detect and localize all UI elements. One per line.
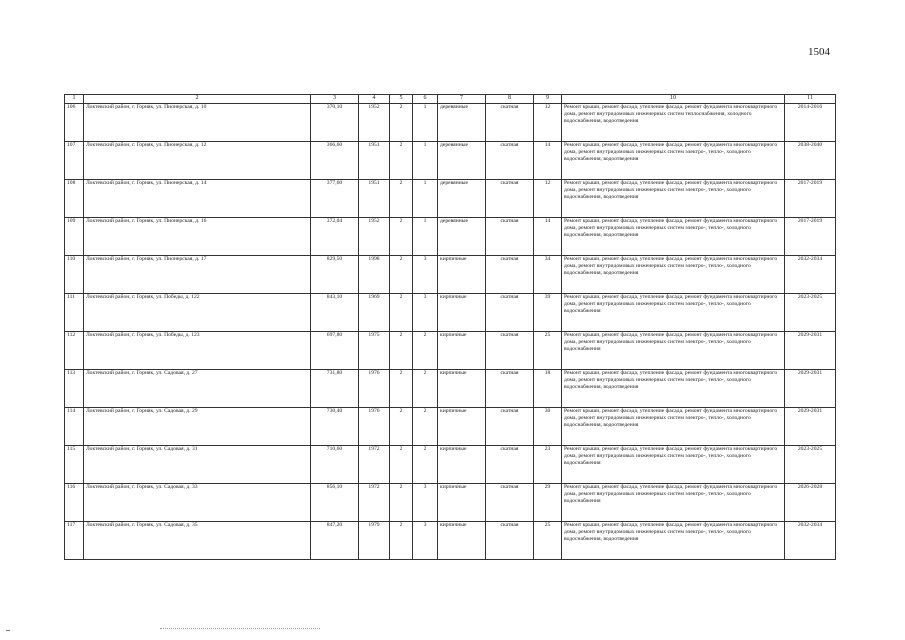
roof-type-cell: скатная bbox=[486, 218, 534, 256]
table-row bbox=[65, 370, 836, 408]
repair-period-cell: 2029-2031 bbox=[785, 370, 836, 408]
table-row bbox=[65, 104, 836, 142]
repair-period-cell: 2038-2040 bbox=[785, 142, 836, 180]
row-number-cell: 109 bbox=[65, 218, 84, 256]
address-cell: Локтевский район, г. Горняк, ул. Победы, д. 122 bbox=[84, 294, 311, 332]
wall-material-cell: кирпичные bbox=[438, 370, 486, 408]
wall-material-cell: кирпичные bbox=[438, 294, 486, 332]
residents-cell: 14 bbox=[534, 142, 562, 180]
column-header: 10 bbox=[562, 95, 785, 104]
registry-body bbox=[65, 104, 836, 560]
wall-material-cell: кирпичные bbox=[438, 522, 486, 560]
residents-cell: 34 bbox=[534, 256, 562, 294]
table-row bbox=[65, 446, 836, 484]
build-year-cell: 1975 bbox=[359, 332, 390, 370]
work-types-cell: Ремонт крыши, ремонт фасада, утепление фасада, ремонт фундамента многоквартирного дома, ремонт внутридомовых инженерных систем электро-, тепло-, холодного водоснабжения bbox=[562, 332, 785, 370]
floors-cell: 2 bbox=[390, 256, 413, 294]
roof-type-cell: скатная bbox=[486, 370, 534, 408]
floors-cell: 2 bbox=[390, 522, 413, 560]
entrances-cell: 3 bbox=[413, 484, 438, 522]
column-header: 4 bbox=[359, 95, 390, 104]
area-cell: 372,04 bbox=[311, 218, 359, 256]
repair-period-cell: 2032-2034 bbox=[785, 256, 836, 294]
table-row bbox=[65, 180, 836, 218]
build-year-cell: 1951 bbox=[359, 180, 390, 218]
work-types-cell: Ремонт крыши, ремонт фасада, утепление фасада, ремонт фундамента многоквартирного дома, ремонт внутридомовых инженерных систем электро-, тепло-, холодного водоснабжения, водоотведения bbox=[562, 408, 785, 446]
build-year-cell: 1951 bbox=[359, 142, 390, 180]
address-cell: Локтевский район, г. Горняк, ул. Пионерская, д. 16 bbox=[84, 218, 311, 256]
wall-material-cell: кирпичные bbox=[438, 484, 486, 522]
repair-period-cell: 2014-2016 bbox=[785, 104, 836, 142]
roof-type-cell: скатная bbox=[486, 484, 534, 522]
address-cell: Локтевский район, г. Горняк, ул. Садовая, д. 29 bbox=[84, 408, 311, 446]
repair-period-cell: 2017-2019 bbox=[785, 180, 836, 218]
address-cell: Локтевский район, г. Горняк, ул. Садовая, д. 27 bbox=[84, 370, 311, 408]
build-year-cell: 1976 bbox=[359, 408, 390, 446]
roof-type-cell: скатная bbox=[486, 142, 534, 180]
wall-material-cell: деревянные bbox=[438, 104, 486, 142]
work-types-cell: Ремонт крыши, ремонт фасада, утепление фасада, ремонт фундамента многоквартирного дома, ремонт внутридомовых инженерных систем электро-, тепло-, холодного водоснабжения bbox=[562, 446, 785, 484]
build-year-cell: 1979 bbox=[359, 522, 390, 560]
column-header: 6 bbox=[413, 95, 438, 104]
row-number-cell: 108 bbox=[65, 180, 84, 218]
table-row bbox=[65, 294, 836, 332]
wall-material-cell: кирпичные bbox=[438, 408, 486, 446]
address-cell: Локтевский район, г. Горняк, ул. Садовая, д. 31 bbox=[84, 446, 311, 484]
repair-period-cell: 2029-2031 bbox=[785, 332, 836, 370]
address-cell: Локтевский район, г. Горняк, ул. Садовая, д. 33 bbox=[84, 484, 311, 522]
work-types-cell: Ремонт крыши, ремонт фасада, утепление фасада, ремонт фундамента многоквартирного дома, ремонт внутридомовых инженерных систем электро-, тепло-, холодного водоснабжения, водоотведения bbox=[562, 142, 785, 180]
area-cell: 847,20 bbox=[311, 522, 359, 560]
build-year-cell: 1998 bbox=[359, 256, 390, 294]
roof-type-cell: скатная bbox=[486, 180, 534, 218]
floors-cell: 2 bbox=[390, 332, 413, 370]
repair-period-cell: 2029-2031 bbox=[785, 408, 836, 446]
floors-cell: 2 bbox=[390, 104, 413, 142]
area-cell: 377,60 bbox=[311, 180, 359, 218]
wall-material-cell: кирпичные bbox=[438, 332, 486, 370]
column-number-row bbox=[65, 95, 836, 104]
area-cell: 843,10 bbox=[311, 294, 359, 332]
area-cell: 370,10 bbox=[311, 104, 359, 142]
entrances-cell: 2 bbox=[413, 408, 438, 446]
entrances-cell: 3 bbox=[413, 294, 438, 332]
column-header: 11 bbox=[785, 95, 836, 104]
build-year-cell: 1972 bbox=[359, 484, 390, 522]
floors-cell: 2 bbox=[390, 180, 413, 218]
address-cell: Локтевский район, г. Горняк, ул. Победы, д. 123 bbox=[84, 332, 311, 370]
area-cell: 731,80 bbox=[311, 370, 359, 408]
work-types-cell: Ремонт крыши, ремонт фасада, утепление фасада, ремонт фундамента многоквартирного дома, ремонт внутридомовых инженерных систем электро-, тепло-, холодного водоснабжения bbox=[562, 294, 785, 332]
address-cell: Локтевский район, г. Горняк, ул. Пионерская, д. 17 bbox=[84, 256, 311, 294]
floors-cell: 2 bbox=[390, 408, 413, 446]
scan-artifact bbox=[160, 628, 320, 630]
row-number-cell: 106 bbox=[65, 104, 84, 142]
area-cell: 829,50 bbox=[311, 256, 359, 294]
row-number-cell: 111 bbox=[65, 294, 84, 332]
repair-period-cell: 2017-2019 bbox=[785, 218, 836, 256]
wall-material-cell: деревянные bbox=[438, 218, 486, 256]
table-row bbox=[65, 522, 836, 560]
repair-period-cell: 2032-2034 bbox=[785, 522, 836, 560]
row-number-cell: 107 bbox=[65, 142, 84, 180]
page-number: 1504 bbox=[808, 46, 830, 58]
table-row bbox=[65, 256, 836, 294]
column-header: 2 bbox=[84, 95, 311, 104]
area-cell: 697,80 bbox=[311, 332, 359, 370]
table-row bbox=[65, 332, 836, 370]
floors-cell: 2 bbox=[390, 446, 413, 484]
entrances-cell: 3 bbox=[413, 522, 438, 560]
work-types-cell: Ремонт крыши, ремонт фасада, утепление фасада, ремонт фундамента многоквартирного дома, ремонт внутридомовых инженерных систем электро-, тепло-, холодного водоснабжения, водоотведения bbox=[562, 256, 785, 294]
floors-cell: 2 bbox=[390, 218, 413, 256]
roof-type-cell: скатная bbox=[486, 522, 534, 560]
floors-cell: 2 bbox=[390, 484, 413, 522]
residents-cell: 18 bbox=[534, 370, 562, 408]
entrances-cell: 2 bbox=[413, 332, 438, 370]
entrances-cell: 1 bbox=[413, 104, 438, 142]
wall-material-cell: кирпичные bbox=[438, 446, 486, 484]
table-row bbox=[65, 484, 836, 522]
entrances-cell: 1 bbox=[413, 218, 438, 256]
repair-period-cell: 2026-2028 bbox=[785, 484, 836, 522]
table-row bbox=[65, 142, 836, 180]
residents-cell: 23 bbox=[534, 446, 562, 484]
residents-cell: 12 bbox=[534, 180, 562, 218]
work-types-cell: Ремонт крыши, ремонт фасада, утепление фасада, ремонт фундамента многоквартирного дома, ремонт внутридомовых инженерных систем электро-, тепло-, холодного водоснабжения, водоотведения bbox=[562, 370, 785, 408]
residents-cell: 14 bbox=[534, 218, 562, 256]
address-cell: Локтевский район, г. Горняк, ул. Пионерская, д. 14 bbox=[84, 180, 311, 218]
repair-period-cell: 2023-2025 bbox=[785, 446, 836, 484]
roof-type-cell: скатная bbox=[486, 294, 534, 332]
work-types-cell: Ремонт крыши, ремонт фасада, утепление фасада, ремонт фундамента многоквартирного дома, ремонт внутридомовых инженерных систем электро-, тепло-, холодного водоснабжения, водоотведения bbox=[562, 522, 785, 560]
entrances-cell: 2 bbox=[413, 446, 438, 484]
build-year-cell: 1969 bbox=[359, 294, 390, 332]
entrances-cell: 1 bbox=[413, 142, 438, 180]
floors-cell: 2 bbox=[390, 294, 413, 332]
row-number-cell: 113 bbox=[65, 370, 84, 408]
repair-period-cell: 2023-2025 bbox=[785, 294, 836, 332]
residents-cell: 39 bbox=[534, 294, 562, 332]
column-header: 1 bbox=[65, 95, 84, 104]
area-cell: 856,10 bbox=[311, 484, 359, 522]
row-number-cell: 110 bbox=[65, 256, 84, 294]
row-number-cell: 117 bbox=[65, 522, 84, 560]
work-types-cell: Ремонт крыши, ремонт фасада, утепление фасада, ремонт фундамента многоквартирного дома, ремонт внутридомовых инженерных систем теплоснабжения, холодного водоснабжения, водоотведения bbox=[562, 104, 785, 142]
housing-registry-table bbox=[64, 94, 836, 560]
scan-artifact bbox=[6, 630, 10, 631]
address-cell: Локтевский район, г. Горняк, ул. Пионерская, д. 12 bbox=[84, 142, 311, 180]
row-number-cell: 116 bbox=[65, 484, 84, 522]
area-cell: 730,40 bbox=[311, 408, 359, 446]
roof-type-cell: скатная bbox=[486, 104, 534, 142]
roof-type-cell: скатная bbox=[486, 256, 534, 294]
floors-cell: 2 bbox=[390, 142, 413, 180]
column-header: 7 bbox=[438, 95, 486, 104]
residents-cell: 12 bbox=[534, 104, 562, 142]
residents-cell: 25 bbox=[534, 332, 562, 370]
build-year-cell: 1952 bbox=[359, 104, 390, 142]
area-cell: 710,60 bbox=[311, 446, 359, 484]
roof-type-cell: скатная bbox=[486, 332, 534, 370]
entrances-cell: 1 bbox=[413, 180, 438, 218]
work-types-cell: Ремонт крыши, ремонт фасада, утепление фасада, ремонт фундамента многоквартирного дома, ремонт внутридомовых инженерных систем электро-, тепло-, холодного водоснабжения, водоотведения bbox=[562, 180, 785, 218]
address-cell: Локтевский район, г. Горняк, ул. Садовая, д. 35 bbox=[84, 522, 311, 560]
roof-type-cell: скатная bbox=[486, 446, 534, 484]
entrances-cell: 3 bbox=[413, 256, 438, 294]
column-header: 8 bbox=[486, 95, 534, 104]
column-header: 3 bbox=[311, 95, 359, 104]
wall-material-cell: деревянные bbox=[438, 142, 486, 180]
wall-material-cell: кирпичные bbox=[438, 256, 486, 294]
address-cell: Локтевский район, г. Горняк, ул. Пионерская, д. 10 bbox=[84, 104, 311, 142]
row-number-cell: 115 bbox=[65, 446, 84, 484]
area-cell: 366,60 bbox=[311, 142, 359, 180]
residents-cell: 25 bbox=[534, 522, 562, 560]
table-row bbox=[65, 408, 836, 446]
build-year-cell: 1976 bbox=[359, 370, 390, 408]
floors-cell: 2 bbox=[390, 370, 413, 408]
build-year-cell: 1952 bbox=[359, 218, 390, 256]
entrances-cell: 2 bbox=[413, 370, 438, 408]
wall-material-cell: деревянные bbox=[438, 180, 486, 218]
work-types-cell: Ремонт крыши, ремонт фасада, утепление фасада, ремонт фундамента многоквартирного дома, ремонт внутридомовых инженерных систем электро-, тепло-, холодного водоснабжения, водоотведения bbox=[562, 218, 785, 256]
table-row bbox=[65, 218, 836, 256]
column-header: 5 bbox=[390, 95, 413, 104]
build-year-cell: 1972 bbox=[359, 446, 390, 484]
row-number-cell: 114 bbox=[65, 408, 84, 446]
column-header: 9 bbox=[534, 95, 562, 104]
work-types-cell: Ремонт крыши, ремонт фасада, утепление фасада, ремонт фундамента многоквартирного дома, ремонт внутридомовых инженерных систем электро-, тепло-, холодного водоснабжения bbox=[562, 484, 785, 522]
residents-cell: 29 bbox=[534, 484, 562, 522]
row-number-cell: 112 bbox=[65, 332, 84, 370]
roof-type-cell: скатная bbox=[486, 408, 534, 446]
residents-cell: 30 bbox=[534, 408, 562, 446]
